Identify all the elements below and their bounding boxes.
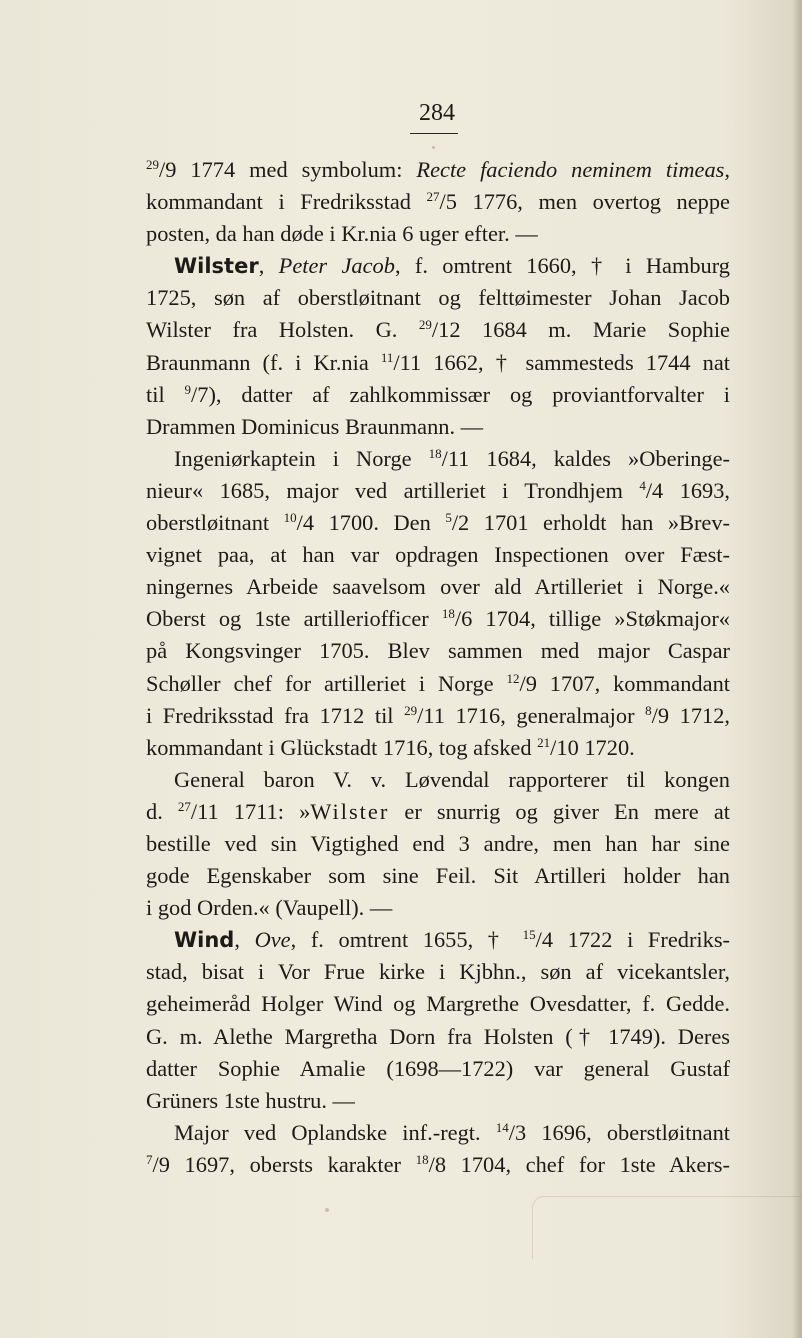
text-line: kommandant i Glückstadt 1716, tog afsked $^{21}$/10 1720. — [146, 734, 635, 760]
text-line: oberstløitnant $^{10}$/4 1700. Den $^5$/2 1701 erholdt han »Brev- — [146, 510, 730, 536]
text-line: $^{29}$/9 1774 med symbolum: Recte faciendo neminem timeas, — [146, 157, 730, 182]
entry-heading-wilster: Wilster, Peter Jacob, f. omtrent 1660, † i Hamburg — [174, 253, 730, 279]
text-line: Grüners 1ste hustru. — — [146, 1087, 355, 1113]
text-line: stad, bisat i Vor Frue kirke i Kjbhn., søn af vicekantsler, — [146, 959, 730, 985]
text-line: Braunmann (f. i Kr.nia $^{11}$/11 1662, † sammesteds 1744 nat — [146, 349, 730, 375]
text-line: G. m. Alethe Margretha Dorn fra Holsten († 1749). Deres — [146, 1023, 730, 1049]
page-edge-shadow — [792, 0, 802, 1338]
text-line: i Fredriksstad fra 1712 til $^{29}$/11 1716, generalmajor $^8$/9 1712, — [146, 702, 730, 728]
entry-heading-wind: Wind, Ove, f. omtrent 1655, † $^{15}$/4 1722 i Fredriks- — [174, 927, 730, 953]
page-number-rule — [410, 133, 458, 134]
text-line: geheimeråd Holger Wind og Margrethe Ovesdatter, f. Gedde. — [146, 991, 730, 1017]
text-line: bestille ved sin Vigtighed end 3 andre, men han har sine — [146, 830, 730, 856]
text-line: Schøller chef for artilleriet i Norge $^{12}$/9 1707, kommandant — [146, 670, 730, 696]
text-line: i god Orden.« (Vaupell). — — [146, 895, 393, 921]
text-line: ningernes Arbeide saavelsom over ald Artilleriet i Norge.« — [146, 574, 730, 600]
text-body — [146, 154, 730, 1181]
text-line: Ingeniørkaptein i Norge $^{18}$/11 1684, kaldes »Oberinge- — [174, 445, 730, 471]
text-line: gode Egenskaber som sine Feil. Sit Artilleri holder han — [146, 863, 730, 889]
text-line: posten, da han døde i Kr.nia 6 uger efter. — — [146, 221, 538, 247]
text-line: Oberst og 1ste artilleriofficer $^{18}$/6 1704, tillige »Støkmajor« — [146, 606, 730, 632]
text-line: $^7$/9 1697, obersts karakter $^{18}$/8 1704, chef for 1ste Akers- — [146, 1151, 730, 1177]
paper-speck — [325, 1208, 329, 1212]
page-number: 284 — [419, 100, 455, 126]
text-line: 1725, søn af oberstløitnant og felttøimester Johan Jacob — [146, 285, 730, 311]
text-line: kommandant i Fredriksstad $^{27}$/5 1776, men overtog neppe — [146, 189, 730, 215]
text-line: General baron V. v. Løvendal rapporterer til kongen — [174, 766, 730, 792]
text-line: Wilster fra Holsten. G. $^{29}$/12 1684 m. Marie Sophie — [146, 317, 730, 343]
text-line: Major ved Oplandske inf.-regt. $^{14}$/3 1696, oberstløitnant — [174, 1119, 730, 1145]
text-line: på Kongsvinger 1705. Blev sammen med major Caspar — [146, 638, 730, 664]
paper-stain — [532, 1196, 802, 1259]
text-line: Drammen Dominicus Braunmann. — — [146, 413, 484, 439]
text-line: datter Sophie Amalie (1698—1722) var general Gustaf — [146, 1055, 730, 1081]
text-line: vignet paa, at han var opdragen Inspectionen over Fæst- — [146, 542, 730, 568]
paper-speck — [432, 146, 435, 149]
text-line: nieur« 1685, major ved artilleriet i Trondhjem $^4$/4 1693, — [146, 477, 730, 503]
text-line: til $^9$/7), datter af zahlkommissær og proviantforvalter i — [146, 381, 730, 407]
text-line: d. $^{27}$/11 1711: »Wilster er snurrig og giver En mere at — [146, 798, 730, 824]
